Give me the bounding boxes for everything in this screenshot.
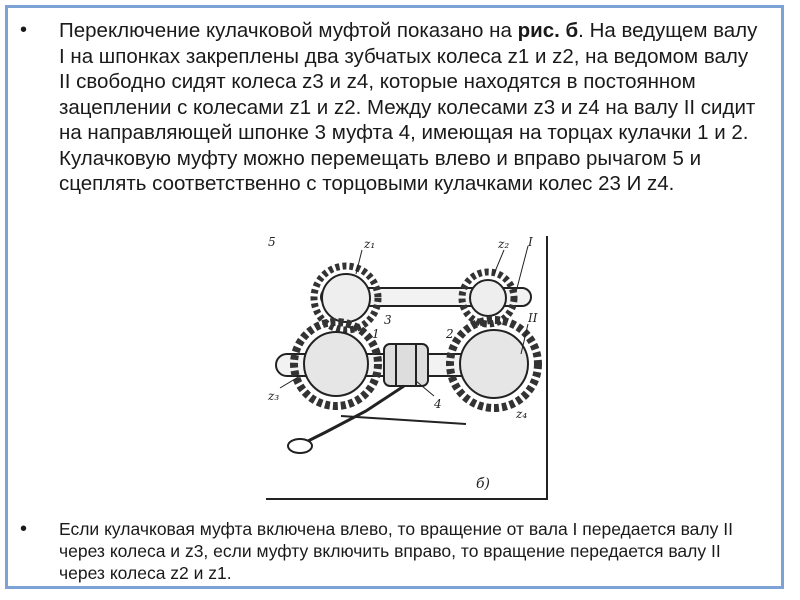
clutch-mechanism-drawing bbox=[266, 236, 546, 498]
bullet-text-1-bold: рис. б bbox=[517, 19, 579, 42]
label-cam-2: 2 bbox=[446, 327, 454, 341]
figure-caption: б) bbox=[476, 476, 491, 492]
bullet-marker: • bbox=[20, 19, 28, 41]
label-z2: z₂ bbox=[498, 237, 510, 251]
bullet-item-1 bbox=[20, 18, 762, 197]
bullet-item-2 bbox=[20, 518, 762, 584]
lever-5 bbox=[306, 386, 404, 442]
bullet-marker: • bbox=[20, 518, 28, 540]
clutch-mechanism-figure bbox=[266, 236, 548, 500]
label-shaft-2: II bbox=[528, 311, 538, 325]
cam-clutch bbox=[384, 344, 428, 386]
label-z3: z₃ bbox=[268, 389, 280, 403]
bullet-text-1-end: . На ведущем валу I на шпонках закреплены два зубчатых колеса z1 и z2, на ведомом валу II свободно сидят колеса z3 и z4, которые находятся в постоянном зацеплении с колесами z1 и z2. Между колесами z3 и z4 на валу II сидит на направляющей шпонке 3 муфта 4, имеющая на торцах кулачки 1 и 2. Кулачковую муфту можно перемещать влево и вправо рычагом 5 и сцеплять соответственно с торцовыми кулачками колес 23 И z4. bbox=[59, 19, 758, 195]
label-lever: 5 bbox=[268, 236, 276, 249]
gear-z4 bbox=[450, 320, 538, 408]
gear-z2 bbox=[462, 272, 514, 324]
label-cam-1: 1 bbox=[372, 327, 380, 341]
label-key: 3 bbox=[384, 313, 392, 327]
label-clutch: 4 bbox=[434, 397, 442, 411]
label-z1: z₁ bbox=[364, 237, 376, 251]
bullet-text-2: Если кулачковая муфта включена влево, то вращение от вала I передается валу II через колеса и z3, если муфту включить вправо, то вращение передается валу II через колеса z2 и z1. bbox=[59, 519, 733, 583]
leader-z2 bbox=[494, 250, 504, 274]
gear-z3 bbox=[294, 322, 378, 406]
leader-shaft1 bbox=[516, 246, 528, 292]
bullet-text-1 bbox=[59, 18, 762, 197]
lever-handle bbox=[288, 439, 312, 453]
label-shaft-1: I bbox=[528, 236, 533, 249]
lever-pivot-line bbox=[341, 416, 466, 424]
bullet-text-1-start: Переключение кулачковой муфтой показано на bbox=[59, 19, 518, 42]
label-z4: z₄ bbox=[516, 407, 528, 421]
